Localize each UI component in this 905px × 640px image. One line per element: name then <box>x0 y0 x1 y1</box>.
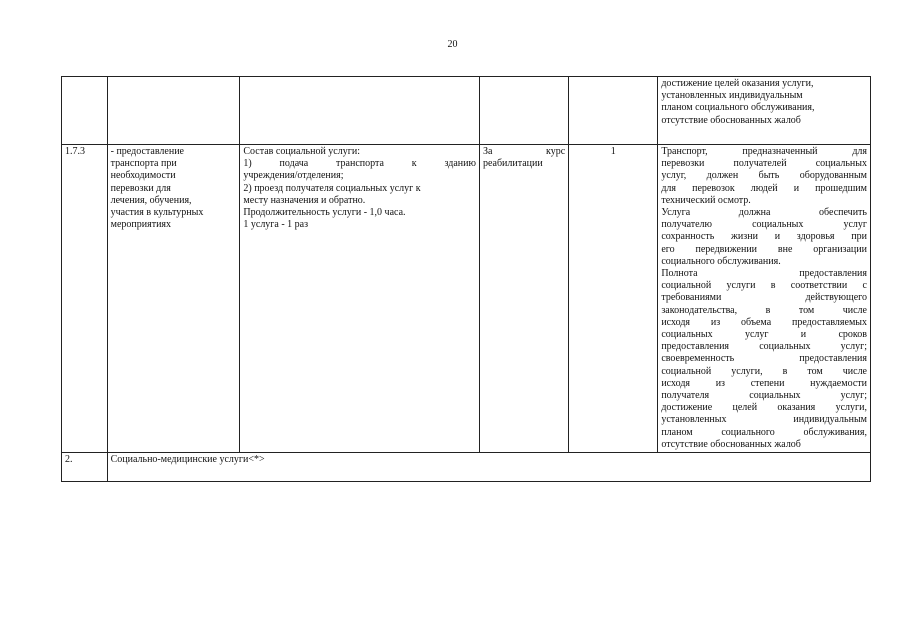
quality-line: технический осмотр. <box>661 194 751 206</box>
cell-section-number: 2. <box>62 453 108 482</box>
quality-line: его передвижении вне организации <box>661 243 867 255</box>
quality-line: предоставления социальных услуг; <box>661 341 867 353</box>
cell-unit-empty <box>569 77 658 145</box>
cell-period-empty <box>479 77 568 145</box>
quality-line: планом социального обслуживания, <box>661 102 815 114</box>
table-row-continuation <box>62 77 871 145</box>
service-content-line: учреждения/отделения; <box>243 170 344 182</box>
quality-line: социального обслуживания. <box>661 255 781 267</box>
service-period-line: За курс <box>482 146 566 157</box>
quality-line: Транспорт, предназначенный для <box>661 146 867 157</box>
cell-service-name <box>107 145 240 453</box>
service-content-line: Продолжительность услуги - 1,0 часа. <box>243 207 406 219</box>
service-period-line: реабилитации <box>482 158 543 170</box>
quality-line: для перевозок людей и прошедшим <box>661 182 867 194</box>
cell-name-empty <box>107 77 240 145</box>
service-content-line: Состав социальной услуги: <box>243 146 360 157</box>
cell-section-title: Социально-медицинские услуги<*> <box>107 453 870 482</box>
quality-line: социальных услуг и сроков <box>661 329 867 341</box>
quality-line: социальной услуги, в том числе <box>661 365 867 377</box>
quality-line: планом социального обслуживания, <box>661 426 867 438</box>
quality-line: своевременность предоставления <box>661 353 867 365</box>
service-content-line: 2) проезд получателя социальных услуг к <box>243 182 421 194</box>
cell-quality-continuation <box>658 77 871 145</box>
quality-line: услуг, должен быть оборудованным <box>661 170 867 182</box>
quality-line: социальной услуги в соответствии с <box>661 280 867 292</box>
table-row-section-2 <box>62 453 871 482</box>
cell-number-empty <box>62 77 108 145</box>
quality-line: получателю социальных услуг <box>661 219 867 231</box>
service-name-line: - предоставление <box>110 146 184 157</box>
cell-service-content <box>240 145 480 453</box>
quality-line: Услуга должна обеспечить <box>661 207 867 219</box>
service-name-line: необходимости <box>110 170 176 182</box>
services-table <box>61 76 871 482</box>
service-content-line: 1 услуга - 1 раз <box>243 219 309 231</box>
quality-line: исходя из степени нуждаемости <box>661 377 867 389</box>
cell-service-period <box>479 145 568 453</box>
page-number: 20 <box>447 39 458 50</box>
service-name-line: мероприятиях <box>110 219 172 231</box>
quality-line: получателя социальных услуг; <box>661 390 867 402</box>
table-row-service-1-7-3 <box>62 145 871 453</box>
service-name-line: перевозки для <box>110 182 171 194</box>
quality-line: достижение целей оказания услуги, <box>661 78 814 89</box>
quality-line: исходя из объема предоставляемых <box>661 316 867 328</box>
cell-content-empty <box>240 77 480 145</box>
quality-line: отсутствие обоснованных жалоб <box>661 114 801 126</box>
quality-line: отсутствие обоснованных жалоб <box>661 438 801 450</box>
quality-line: сохранность жизни и здоровья при <box>661 231 867 243</box>
service-name-line: участия в культурных <box>110 207 204 219</box>
cell-service-quality <box>658 145 871 453</box>
cell-service-unit: 1 <box>569 145 658 453</box>
quality-line: установленных индивидуальным <box>661 90 803 102</box>
quality-line: законодательства, в том числе <box>661 304 867 316</box>
service-name-line: лечения, обучения, <box>110 194 192 206</box>
quality-line: установленных индивидуальным <box>661 414 867 426</box>
service-content-line: 1) подача транспорта к зданию <box>243 158 476 170</box>
cell-service-number: 1.7.3 <box>62 145 108 453</box>
quality-line: достижение целей оказания услуги, <box>661 402 867 414</box>
quality-line: Полнота предоставления <box>661 268 867 280</box>
service-content-line: месту назначения и обратно. <box>243 194 366 206</box>
quality-line: требованиями действующего <box>661 292 867 304</box>
service-name-line: транспорта при <box>110 158 177 170</box>
quality-line: перевозки получателей социальных <box>661 158 867 170</box>
